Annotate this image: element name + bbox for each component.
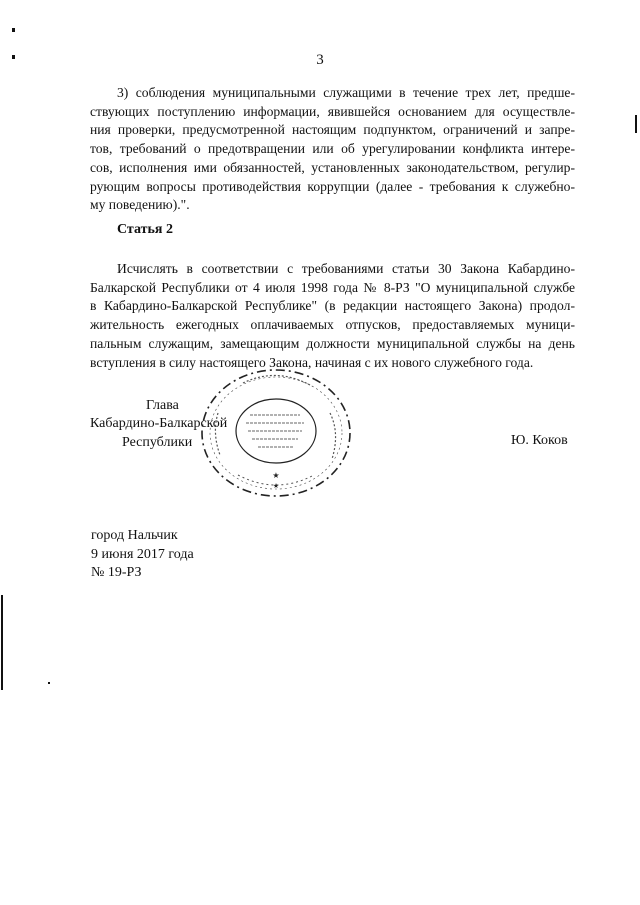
paragraph-1 — [90, 84, 575, 215]
law-number: № 19-РЗ — [91, 565, 142, 580]
paragraph-2-line: пальным служащим, замещающим должности муниципальной службы на день — [90, 335, 575, 351]
signatory-name: Ю. Коков — [511, 433, 568, 448]
svg-text:★: ★ — [272, 471, 280, 480]
signatory-title-line-3: Республики — [122, 435, 193, 450]
article-heading: Статья 2 — [117, 222, 173, 237]
paragraph-1-line: ния проверки, предусмотренной настоящим подпунктом, ограничений и запре- — [90, 122, 575, 138]
paragraph-1-line: сов, исполнения ими обязанностей, установленных законодательством, регулир- — [90, 159, 575, 175]
paragraph-2-line: в Кабардино-Балкарской Республике" (в редакции настоящего Закона) продол- — [90, 298, 575, 314]
paragraph-1-line: 3) соблюдения муниципальными служащими в течение трех лет, предше- — [117, 85, 575, 100]
place-date-number — [91, 527, 194, 583]
paragraph-1-line: тов, требований о предотвращении или об урегулировании конфликта интере- — [90, 141, 575, 157]
paragraph-2-line: жительность ежегодных оплачиваемых отпусков, предоставляемых муници- — [90, 317, 575, 333]
paragraph-2-line: вступления в силу настоящего Закона, начиная с их нового служебного года. — [90, 354, 534, 370]
signatory-title-line-2: Кабардино-Балкарской — [90, 416, 228, 431]
paragraph-2-line: Балкарской Республики от 4 июля 1998 года № 8-РЗ "О муниципальной службе — [90, 279, 575, 295]
paragraph-1-line: рующим вопросы противодействия коррупции (далее - требования к служебно- — [90, 178, 575, 194]
scan-mark — [12, 28, 15, 32]
scan-mark — [48, 682, 50, 684]
paragraph-1-line: му поведению).". — [90, 197, 190, 213]
scan-mark — [12, 55, 15, 59]
scan-edge-line — [635, 115, 637, 133]
city: город Нальчик — [91, 528, 178, 543]
svg-text:★: ★ — [272, 482, 280, 490]
page-number: 3 — [316, 52, 324, 68]
signatory-title-line-1: Глава — [146, 398, 179, 413]
paragraph-2-line: Исчислять в соответствии с требованиями статьи 30 Закона Кабардино- — [117, 261, 575, 276]
scan-edge-line — [1, 595, 3, 690]
paragraph-1-line: ствующих поступлению информации, явившейся основанием для осуществле- — [90, 103, 575, 119]
date: 9 июня 2017 года — [91, 546, 194, 562]
paragraph-2 — [90, 260, 575, 372]
